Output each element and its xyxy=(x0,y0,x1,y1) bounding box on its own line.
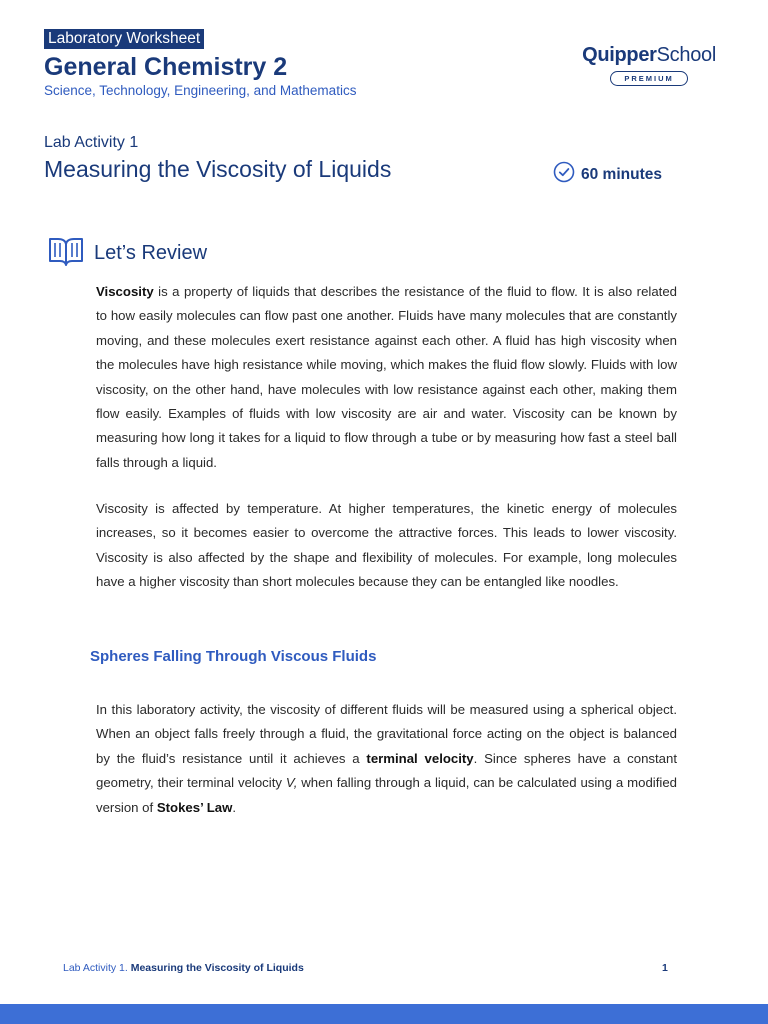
subsection-title: Spheres Falling Through Viscous Fluids xyxy=(90,648,377,665)
term-stokes-law: Stokes’ Law xyxy=(156,799,233,815)
document-subtitle: Science, Technology, Engineering, and Mathematics xyxy=(44,83,357,98)
duration xyxy=(553,161,662,188)
clock-check-icon xyxy=(553,161,575,188)
lab-activity-title: Measuring the Viscosity of Liquids xyxy=(44,156,392,182)
term-terminal-velocity: terminal velocity xyxy=(366,750,474,766)
spheres-paragraph: In this laboratory activity, the viscosity of different fluids will be measured using a spherical object. When an object falls freely through a fluid, the gravitational force acting on the object is balanced by the fluid’s resistance until it achieves a terminal velocity. Since spheres have a constant geometry, their terminal velocity V, when falling through a liquid, can be calculated using a modified version of Stokes’ Law. xyxy=(96,702,678,815)
section-title: Let’s Review xyxy=(94,242,208,264)
lab-activity-label: Lab Activity 1 xyxy=(44,134,139,151)
page-number: 1 xyxy=(662,962,668,974)
footer-caption: Lab Activity 1. Measuring the Viscosity of Liquids xyxy=(63,962,304,974)
review-paragraph-1: Viscosity is a property of liquids that describes the resistance of the fluid to flow. It is also related to how easily molecules can flow past one another. Fluids have many molecules that are constantly moving, and these molecules exert resistance against each other. A fluid has high viscosity when the molecules have high resistance while moving, which makes the fluid flow slowly. Fluids with low viscosity, on the other hand, have molecules with low resistance against each other, making them flow easily. Examples of fluids with low viscosity are air and water. Viscosity can be known by measuring how long it takes for a liquid to flow through a tube or by measuring how fast a steel ball falls through a liquid. xyxy=(96,284,677,470)
duration-text: 60 minutes xyxy=(581,165,662,183)
document-title: General Chemistry 2 xyxy=(44,53,288,81)
open-book-icon xyxy=(48,235,84,272)
section-review-header xyxy=(48,235,207,272)
brand-logo xyxy=(582,44,716,86)
term-viscosity: Viscosity xyxy=(96,284,154,299)
brand-tier-badge: PREMIUM xyxy=(610,71,688,86)
review-paragraph-2: Viscosity is affected by temperature. At higher temperatures, the kinetic energy of molecules increases, so it becomes easier to overcome the attractive forces. This leads to lower viscosity. Viscosity is also affected by the shape and flexibility of molecules. For example, long molecules have a higher viscosity than short molecules because they can be entangled like noodles. xyxy=(96,501,677,590)
worksheet-label: Laboratory Worksheet xyxy=(44,29,204,49)
footer-bar xyxy=(0,1004,768,1024)
brand-name: QuipperSchool xyxy=(582,44,716,66)
